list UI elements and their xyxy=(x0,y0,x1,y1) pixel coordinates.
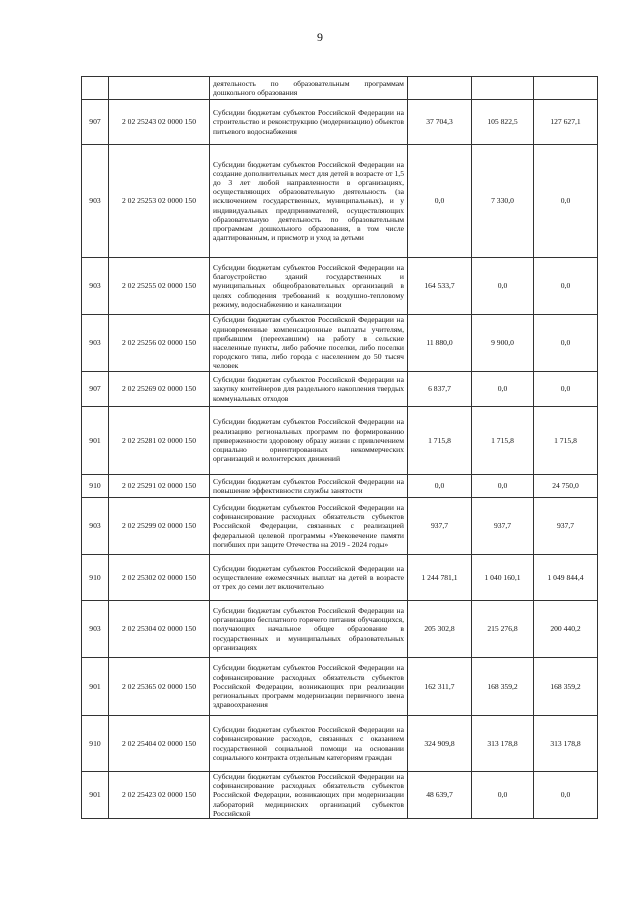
amount-year-3: 1 049 844,4 xyxy=(534,555,598,601)
budget-admin-code: 901 xyxy=(82,658,109,716)
amount-year-2: 937,7 xyxy=(472,498,534,555)
amount-year-1: 162 311,7 xyxy=(408,658,472,716)
amount-year-3: 0,0 xyxy=(534,772,598,819)
classification-code: 2 02 25304 02 0000 150 xyxy=(109,601,210,658)
classification-code: 2 02 25404 02 0000 150 xyxy=(109,716,210,772)
amount-year-1: 324 909,8 xyxy=(408,716,472,772)
amount-year-3: 168 359,2 xyxy=(534,658,598,716)
budget-admin-code: 903 xyxy=(82,601,109,658)
amount-year-3: 0,0 xyxy=(534,145,598,258)
budget-admin-code: 901 xyxy=(82,407,109,475)
amount-year-2: 313 178,8 xyxy=(472,716,534,772)
revenue-name: Субсидии бюджетам субъектов Российской Федерации на закупку контейнеров для раздельного накопления твердых коммунальных отходов xyxy=(210,372,408,407)
budget-admin-code: 907 xyxy=(82,100,109,145)
amount-year-1: 6 837,7 xyxy=(408,372,472,407)
revenue-name: Субсидии бюджетам субъектов Российской Федерации на софинансирование расходных обязательств субъектов Российской Федерации, возникающих при реализации региональных программ модернизации первичного звена здравоохранения xyxy=(210,658,408,716)
table-row xyxy=(82,475,598,498)
budget-admin-code: 910 xyxy=(82,475,109,498)
budget-admin-code: 901 xyxy=(82,772,109,819)
classification-code: 2 02 25255 02 0000 150 xyxy=(109,258,210,315)
amount-year-2: 215 276,8 xyxy=(472,601,534,658)
revenue-name: Субсидии бюджетам субъектов Российской Федерации на осуществление ежемесячных выплат на детей в возрасте от трех до семи лет включительно xyxy=(210,555,408,601)
budget-admin-code: 910 xyxy=(82,716,109,772)
classification-code: 2 02 25423 02 0000 150 xyxy=(109,772,210,819)
table-row xyxy=(82,498,598,555)
budget-admin-code: 903 xyxy=(82,145,109,258)
amount-year-3: 0,0 xyxy=(534,258,598,315)
amount-year-3: 127 627,1 xyxy=(534,100,598,145)
amount-year-3: 0,0 xyxy=(534,372,598,407)
amount-year-2: 1 040 160,1 xyxy=(472,555,534,601)
classification-code: 2 02 25365 02 0000 150 xyxy=(109,658,210,716)
budget-admin-code: 903 xyxy=(82,315,109,372)
classification-code: 2 02 25253 02 0000 150 xyxy=(109,145,210,258)
table-row xyxy=(82,100,598,145)
revenue-name: деятельность по образовательным программам дошкольного образования xyxy=(210,77,408,100)
page-number: 9 xyxy=(317,30,323,44)
revenue-name: Субсидии бюджетам субъектов Российской Федерации на создание дополнительных мест для детей в возрасте от 1,5 до 3 лет любой направленности в организациях, осуществляющих образовательную деятельность (за исключением государственных, муниципальных), и у индивидуальных предпринимателей, осуществляющих образовательную деятельность по образовательным программам дошкольного образования, в том числе адаптированным, и присмотр и уход за детьми xyxy=(210,145,408,258)
table-row xyxy=(82,658,598,716)
revenue-name: Субсидии бюджетам субъектов Российской Федерации на софинансирование расходных обязательств субъектов Российской Федерации, возникающих при модернизации лабораторий медицинских организаций субъектов Российской xyxy=(210,772,408,819)
table-row xyxy=(82,772,598,819)
classification-code: 2 02 25269 02 0000 150 xyxy=(109,372,210,407)
amount-year-1: 937,7 xyxy=(408,498,472,555)
table-row xyxy=(82,77,598,100)
amount-year-3: 313 178,8 xyxy=(534,716,598,772)
classification-code: 2 02 25281 02 0000 150 xyxy=(109,407,210,475)
budget-admin-code: 903 xyxy=(82,498,109,555)
amount-year-2: 0,0 xyxy=(472,258,534,315)
amount-year-1: 0,0 xyxy=(408,475,472,498)
table-row xyxy=(82,315,598,372)
revenue-table xyxy=(81,76,598,819)
revenue-name: Субсидии бюджетам субъектов Российской Федерации на реализацию региональных программ по формированию приверженности здоровому образу жизни с привлечением социально ориентированных некоммерческих организаций и волонтерских движений xyxy=(210,407,408,475)
table-row xyxy=(82,601,598,658)
amount-year-2: 0,0 xyxy=(472,372,534,407)
amount-year-2: 1 715,8 xyxy=(472,407,534,475)
amount-year-3: 0,0 xyxy=(534,315,598,372)
table-body xyxy=(82,77,598,819)
revenue-name: Субсидии бюджетам субъектов Российской Федерации на повышение эффективности службы занятости xyxy=(210,475,408,498)
table-row xyxy=(82,372,598,407)
revenue-name: Субсидии бюджетам субъектов Российской Федерации на организацию бесплатного горячего питания обучающихся, получающих начальное общее образование в государственных и муниципальных образовательных организациях xyxy=(210,601,408,658)
amount-year-2: 0,0 xyxy=(472,772,534,819)
classification-code: 2 02 25302 02 0000 150 xyxy=(109,555,210,601)
budget-admin-code: 907 xyxy=(82,372,109,407)
amount-year-3: 24 750,0 xyxy=(534,475,598,498)
classification-code xyxy=(109,77,210,100)
amount-year-1: 48 639,7 xyxy=(408,772,472,819)
amount-year-3: 1 715,8 xyxy=(534,407,598,475)
table-row xyxy=(82,716,598,772)
amount-year-2: 0,0 xyxy=(472,475,534,498)
amount-year-2 xyxy=(472,77,534,100)
revenue-name: Субсидии бюджетам субъектов Российской Федерации на единовременные компенсационные выплаты учителям, прибывшим (переехавшим) на работу в сельские населенные пункты, либо рабочие поселки, либо поселки городского типа, либо города с населением до 50 тысяч человек xyxy=(210,315,408,372)
amount-year-2: 105 822,5 xyxy=(472,100,534,145)
classification-code: 2 02 25256 02 0000 150 xyxy=(109,315,210,372)
amount-year-2: 7 330,0 xyxy=(472,145,534,258)
amount-year-2: 9 900,0 xyxy=(472,315,534,372)
classification-code: 2 02 25299 02 0000 150 xyxy=(109,498,210,555)
table-row xyxy=(82,407,598,475)
amount-year-1 xyxy=(408,77,472,100)
table-row xyxy=(82,145,598,258)
amount-year-1: 37 704,3 xyxy=(408,100,472,145)
table-row xyxy=(82,258,598,315)
classification-code: 2 02 25243 02 0000 150 xyxy=(109,100,210,145)
amount-year-1: 11 880,0 xyxy=(408,315,472,372)
amount-year-1: 0,0 xyxy=(408,145,472,258)
revenue-name: Субсидии бюджетам субъектов Российской Федерации на софинансирование расходных обязательств субъектов Российской Федерации, связанных с реализацией федеральной целевой программы «Увековечение памяти погибших при защите Отечества на 2019 - 2024 годы» xyxy=(210,498,408,555)
amount-year-2: 168 359,2 xyxy=(472,658,534,716)
revenue-name: Субсидии бюджетам субъектов Российской Федерации на софинансирование расходов, связанных с оказанием государственной социальной помощи на основании социального контракта отдельным категориям граждан xyxy=(210,716,408,772)
amount-year-1: 164 533,7 xyxy=(408,258,472,315)
budget-admin-code xyxy=(82,77,109,100)
budget-admin-code: 910 xyxy=(82,555,109,601)
amount-year-1: 1 244 781,1 xyxy=(408,555,472,601)
table-row xyxy=(82,555,598,601)
classification-code: 2 02 25291 02 0000 150 xyxy=(109,475,210,498)
amount-year-3 xyxy=(534,77,598,100)
amount-year-3: 937,7 xyxy=(534,498,598,555)
budget-admin-code: 903 xyxy=(82,258,109,315)
amount-year-1: 205 302,8 xyxy=(408,601,472,658)
amount-year-3: 200 440,2 xyxy=(534,601,598,658)
revenue-name: Субсидии бюджетам субъектов Российской Федерации на строительство и реконструкцию (модернизацию) объектов питьевого водоснабжения xyxy=(210,100,408,145)
amount-year-1: 1 715,8 xyxy=(408,407,472,475)
revenue-name: Субсидии бюджетам субъектов Российской Федерации на благоустройство зданий государственных и муниципальных общеобразовательных организаций в целях соблюдения требований к воздушно-тепловому режиму, водоснабжению и канализации xyxy=(210,258,408,315)
